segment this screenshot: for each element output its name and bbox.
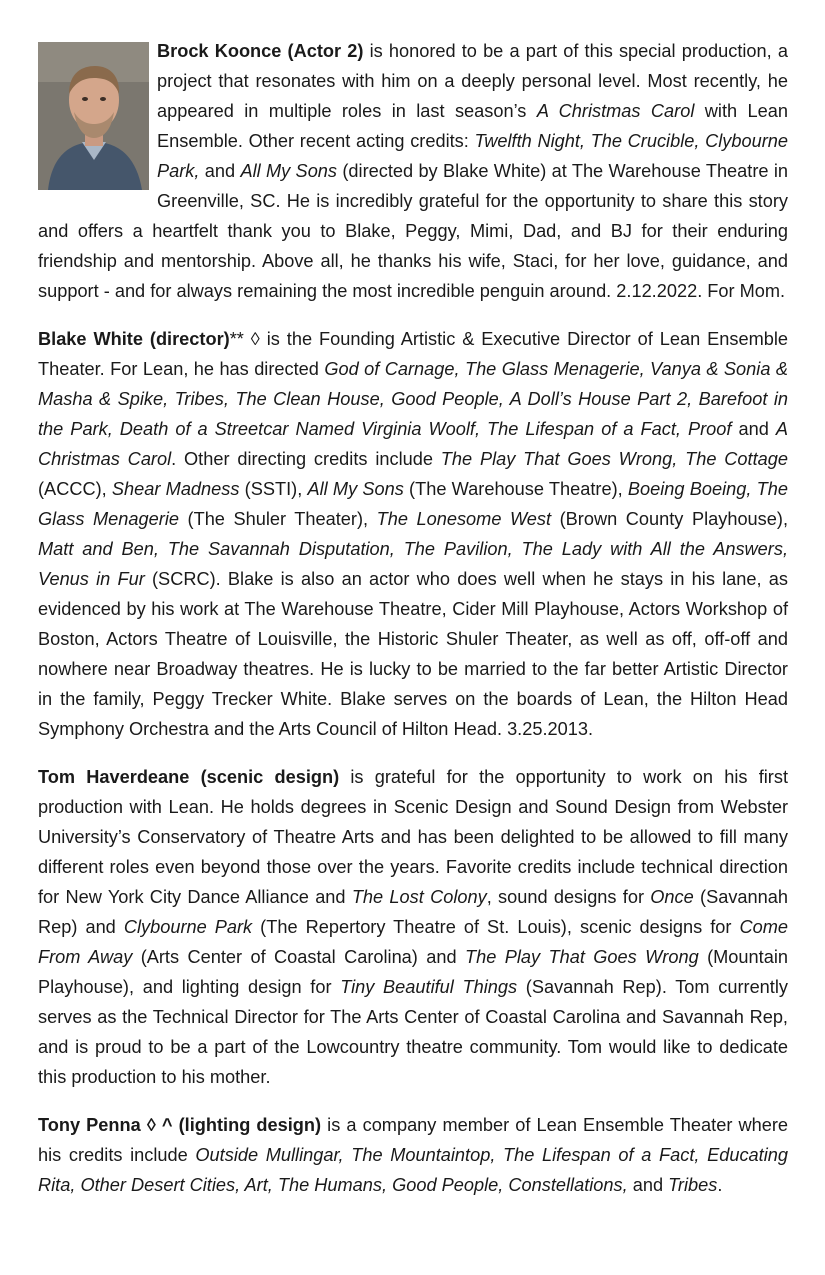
bio-text-run: (Savannah Rep). Tom currently serves as the Technical Director for The Arts Center of Coastal Carolina and Savannah Rep, and is proud to be a part of the Lowcountry theatre community. Tom would like to dedicate this production to his mother. <box>38 977 788 1087</box>
bio-text-run: (SSTI), <box>239 479 308 499</box>
bio-credit-title: Twelfth Night, The Crucible, Clybourne Park, <box>157 131 788 181</box>
bio-name: Tom Haverdeane (scenic design) <box>38 767 340 787</box>
bio-credit-title: Tiny Beautiful Things <box>340 977 518 997</box>
bio-text-run: and <box>199 161 241 181</box>
bio-text-run: is a company member of Lean Ensemble Theater where his credits include <box>38 1115 788 1165</box>
bio-credit-title: The Play That Goes Wrong, The Cottage <box>440 449 788 469</box>
bio-text-run: (The Repertory Theatre of St. Louis), scenic designs for <box>252 917 740 937</box>
bio-credit-title: Matt and Ben, The Savannah Disputation, The Pavilion, The Lady with All the Answers, Venus in Fur <box>38 539 788 589</box>
bio-text-run: (ACCC), <box>38 479 112 499</box>
bio-text-run: . <box>717 1175 723 1195</box>
person-photo-icon <box>38 42 149 190</box>
bio-name: Brock Koonce (Actor 2) <box>157 41 364 61</box>
bio-credit-title: A Christmas Carol <box>536 101 695 121</box>
bio-text-run: (The Shuler Theater), <box>178 509 377 529</box>
bio-text-run: (Arts Center of Coastal Carolina) and <box>132 947 465 967</box>
bio-credit-title: Shear Madness <box>111 479 240 499</box>
bio-credit-title: Tribes <box>668 1175 718 1195</box>
bio-text-run: and <box>627 1175 669 1195</box>
bio-paragraph <box>38 36 788 306</box>
bio-credit-title: All My Sons <box>240 161 338 181</box>
bio-credit-title: Come From Away <box>38 917 788 967</box>
bio-text-run: (Mountain Playhouse), and lighting design for <box>38 947 788 997</box>
bio-paragraph <box>38 1110 788 1200</box>
bio-text-run: is honored to be a part of this special production, a project that resonates with him on a deeply personal level. Most recently, he appeared in multiple roles in last season’s <box>157 41 788 121</box>
bio-credit-title: The Lonesome West <box>376 509 552 529</box>
bio-text-run: is the Founding Artistic & Executive Director of Lean Ensemble Theater. For Lean, he has directed <box>38 329 789 379</box>
bio-text-run: , sound designs for <box>486 887 651 907</box>
bio-credit-title: God of Carnage, The Glass Menagerie, Vanya & Sonia & Masha & Spike, Tribes, The Clean House, Good People, A Doll’s House Part 2, Barefoot in the Park, Death of a Streetcar Named Virginia Woolf, The Lifespan of a Fact, Proof <box>38 359 788 439</box>
bio-text <box>38 41 788 301</box>
bio-paragraph <box>38 762 788 1092</box>
bio-text-run: (Brown County Playhouse), <box>551 509 788 529</box>
bio-credit-title: Once <box>650 887 694 907</box>
bio-text-run: (The Warehouse Theatre), <box>403 479 628 499</box>
bio-text-run: (directed by Blake White) at The Warehouse Theatre in Greenville, SC. He is incredibly grateful for the opportunity to share this story and offers a heartfelt thank you to Blake, Peggy, Mimi, Dad, and BJ for their enduring friendship and mentorship. Above all, he thanks his wife, Staci, for her love, guidance, and support - and for always remaining the most incredible penguin around. 2.12.2022. For Mom. <box>38 161 788 301</box>
bio-text-run: with Lean Ensemble. Other recent acting credits: <box>157 101 788 151</box>
bio-name: Blake White (director) <box>38 329 230 349</box>
bio-text <box>38 767 788 1087</box>
bio-text-run: . Other directing credits include <box>171 449 441 469</box>
bio-credit-title: A Christmas Carol <box>38 419 788 469</box>
bio-paragraph <box>38 324 788 744</box>
bio-name: Tony Penna ◊ ^ (lighting design) <box>38 1115 322 1135</box>
bio-text-run: and <box>731 419 776 439</box>
bio-credit-title: The Lost Colony <box>351 887 487 907</box>
bio-credit-title: Clybourne Park <box>123 917 253 937</box>
bio-credit-title: Boeing Boeing, The Glass Menagerie <box>38 479 788 529</box>
bio-credit-title: All My Sons <box>307 479 404 499</box>
bio-credit-title: Outside Mullingar, The Mountaintop, The Lifespan of a Fact, Educating Rita, Other Desert Cities, Art, The Humans, Good People, Constellations, <box>38 1145 788 1195</box>
bio-text-run: (SCRC). Blake is also an actor who does well when he stays in his lane, as evidenced by his work at The Warehouse Theatre, Cider Mill Playhouse, Actors Workshop of Boston, Actors Theatre of Louisville, the Historic Shuler Theater, as well as off, off-off and nowhere near Broadway theatres. He is lucky to be married to the far better Artistic Director in the family, Peggy Trecker White. Blake serves on the boards of Lean, the Hilton Head Symphony Orchestra and the Arts Council of Hilton Head. 3.25.2013. <box>38 569 789 739</box>
bio-text-run: is grateful for the opportunity to work on his first production with Lean. He holds degrees in Scenic Design and Sound Design from Webster University’s Conservatory of Theatre Arts and has been delighted to be allowed to fill many different roles even beyond those over the years. Favorite credits include technical direction for New York City Dance Alliance and <box>38 767 788 907</box>
bio-credit-title: The Play That Goes Wrong <box>464 947 699 967</box>
bio-text-run: (Savannah Rep) and <box>38 887 789 937</box>
bio-text <box>38 329 788 739</box>
headshot-photo <box>38 42 149 190</box>
bio-name-suffix: ** ◊ <box>229 329 267 349</box>
bio-page <box>38 36 788 1218</box>
